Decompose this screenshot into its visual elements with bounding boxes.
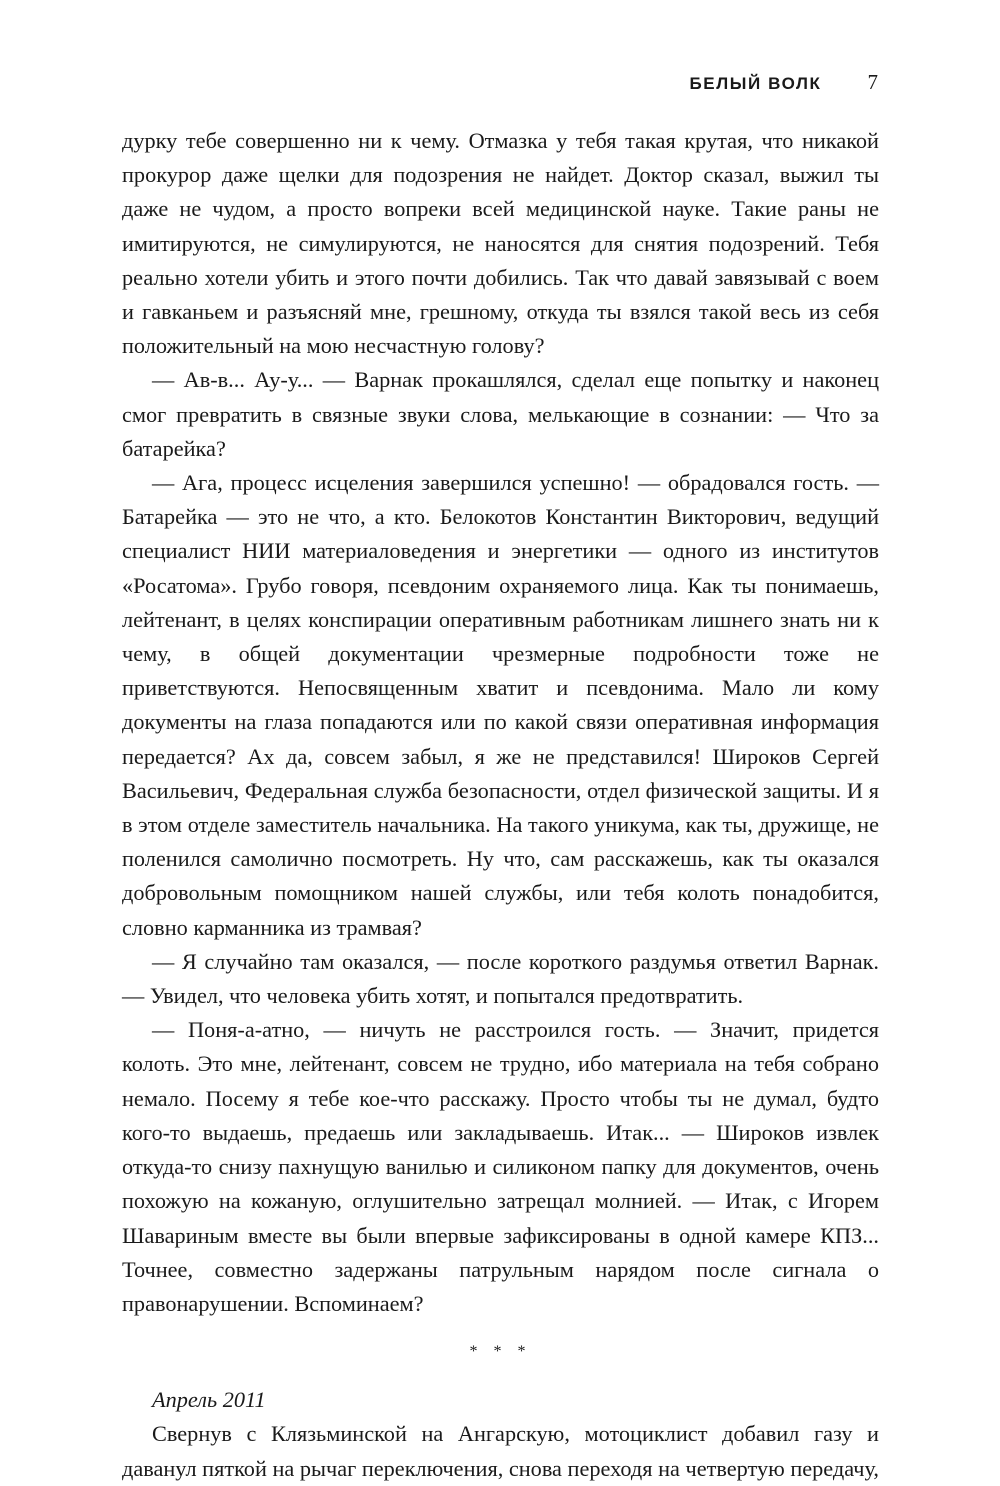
paragraph-dialogue-3: — Я случайно там оказался, — после короткого раздумья ответил Варнак. — Увидел, что человека убить хотят, и попытался предотвратить. [122, 948, 879, 1009]
paragraph-continued: дурку тебе совершенно ни к чему. Отмазка у тебя такая крутая, что никакой прокурор даже щелки для подозрения не найдет. Доктор сказал, выжил ты даже не чудом, а просто вопреки всей медицинской науке. Такие раны не имитируются, не симулируются, не наносятся для снятия подозрений. Тебя реально хотели убить и этого почти добились. Так что давай завязывай с воем и гавканьем и разъясняй мне, грешному, откуда ты взялся такой весь из себя положительный на мою несчастную голову? [122, 128, 879, 359]
scene-break: * * * [469, 1343, 532, 1361]
paragraph-dialogue-1: — Ав-в... Ау-у... — Варнак прокашлялся, сделал еще попытку и наконец смог превратить в связные звуки слова, мелькающие в сознании: — Что за батарейка? [122, 367, 879, 461]
running-header [689, 70, 878, 95]
body-text [122, 124, 879, 1486]
page-number: 7 [867, 70, 878, 94]
paragraph-dialogue-2: — Ага, процесс исцеления завершился успешно! — обрадовался гость. — Батарейка — это не что, а кто. Белокотов Константин Викторович, ведущий специалист НИИ материаловедения и энергетики — одного из институтов «Росатома». Грубо говоря, псевдоним охраняемого лица. Как ты понимаешь, лейтенант, в целях конспирации оперативным работникам лишнего знать ни к чему, в общей документации чрезмерные подробности тоже не приветствуются. Непосвященным хватит и псевдонима. Мало ли кому документы на глаза попадаются или по какой связи оперативная информация передается? Ах да, совсем забыл, я же не представился! Широков Сергей Васильевич, Федеральная служба безопасности, отдел физической защиты. И я в этом отделе заместитель начальника. На такого уникума, как ты, дружище, не поленился самолично посмотреть. Ну что, сам расскажешь, как ты оказался добровольным помощником нашей службы, или тебя колоть понадобится, словно карманника из трамвая? [122, 470, 879, 940]
dateline: Апрель 2011 [152, 1387, 266, 1413]
running-title: БЕЛЫЙ ВОЛК [689, 74, 822, 93]
paragraph-dialogue-4: — Поня-а-атно, — ничуть не расстроился гость. — Значит, придется колоть. Это мне, лейтенант, совсем не трудно, ибо материала на тебя собрано немало. Посему я тебе кое-что расскажу. Просто чтобы ты не думал, будто кого-то выдаешь, предаешь или закладываешь. Итак... — Широков извлек откуда-то снизу пахнущую ванилью и силиконом папку для документов, очень похожую на кожаную, оглушительно затрещал молнией. — Итак, с Игорем Шавариным вместе вы были впервые зафиксированы в одной камере КПЗ... Точнее, совместно задержаны патрульным нарядом после сигнала о правонарушении. Вспоминаем? [122, 1017, 879, 1316]
paragraph-narrative: Свернув с Клязьминской на Ангарскую, мотоциклист добавил газу и даванул пяткой на рычаг переключения, снова переходя на четвертую передачу, [122, 1421, 879, 1481]
